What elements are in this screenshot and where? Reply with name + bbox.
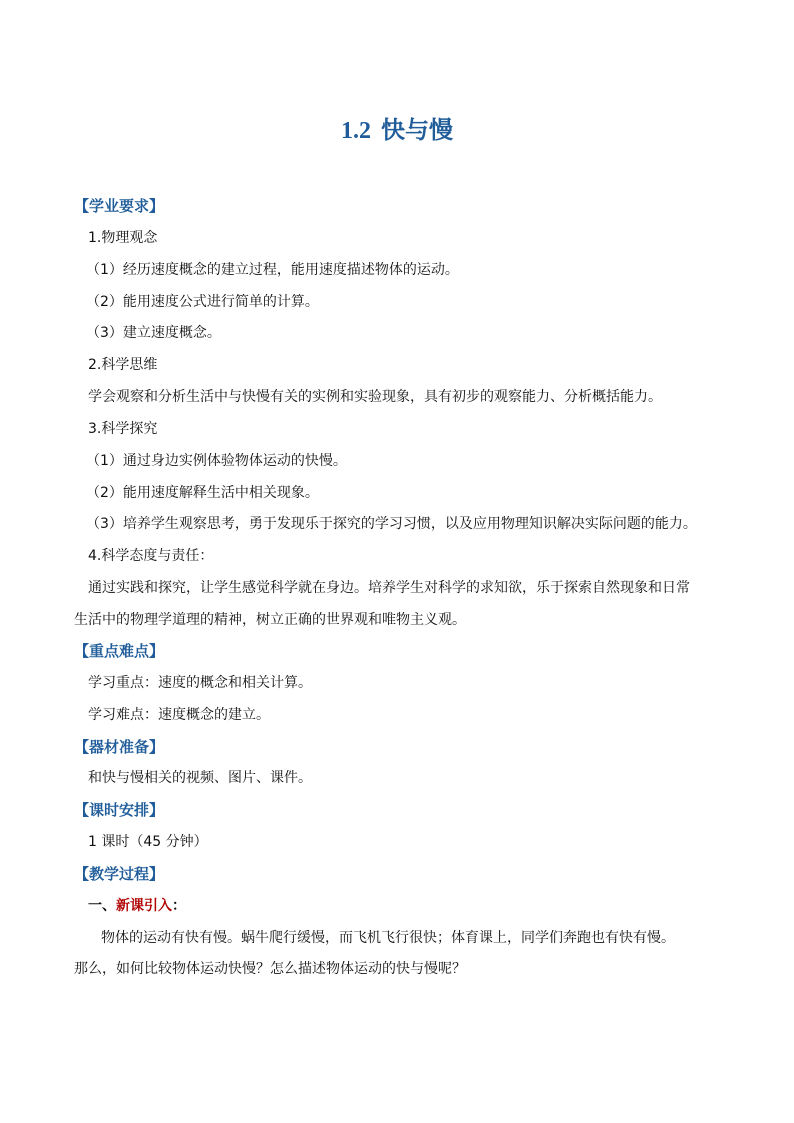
tanjiu-item-2: （2）能用速度解释生活中相关现象。 [86,485,319,501]
zhongdian-line-2: 学习难点：速度概念的建立。 [88,707,270,723]
tanjiu-item-3: （3）培养学生观察思考，勇于发现乐于探究的学习习惯，以及应用物理知识解决实际问题的能力。 [86,516,697,532]
qicai-line-1: 和快与慢相关的视频、图片、课件。 [88,770,312,786]
step-label: 新课引入 [116,898,172,914]
taidu-line-1: 通过实践和探究，让学生感觉科学就在身边。培养学生对科学的求知欲，乐于探索自然现象和日常 [88,580,690,596]
page-title [0,113,794,148]
taidu-line-2: 生活中的物理学道理的精神，树立正确的世界观和唯物主义观。 [74,612,466,628]
step-prefix: 一、 [88,898,116,914]
heading-jiaoxue: 【教学过程】 [74,865,165,883]
tanjiu-title: 3.科学探究 [88,421,158,437]
tanjiu-item-1: （1）通过身边实例体验物体运动的快慢。 [86,453,347,469]
intro-para-line-1: 物体的运动有快有慢。蜗牛爬行缓慢，而飞机飞行很快；体育课上，同学们奔跑也有快有慢。 [101,930,675,946]
title-number: 1.2 [341,118,371,144]
taidu-title: 4.科学态度与责任： [88,548,214,564]
zhongdian-line-1: 学习重点：速度的概念和相关计算。 [88,675,312,691]
intro-para-line-2: 那么，如何比较物体运动快慢？怎么描述物体运动的快与慢呢？ [74,961,466,977]
step-intro [88,896,186,916]
keshi-line-1: 1 课时（45 分钟） [88,834,208,850]
wuli-title: 1.物理观念 [88,230,158,246]
step-colon: ： [172,898,186,914]
siwei-title: 2.科学思维 [88,357,158,373]
wuli-item-2: （2）能用速度公式进行简单的计算。 [86,294,319,310]
wuli-item-3: （3）建立速度概念。 [86,325,221,341]
heading-xueye: 【学业要求】 [74,197,165,215]
heading-qicai: 【器材准备】 [74,738,165,756]
title-text: 快与慢 [381,116,453,144]
siwei-text: 学会观察和分析生活中与快慢有关的实例和实验现象，具有初步的观察能力、分析概括能力。 [88,389,662,405]
heading-keshi: 【课时安排】 [74,801,165,819]
wuli-item-1: （1）经历速度概念的建立过程，能用速度描述物体的运动。 [86,262,459,278]
heading-zhongdian: 【重点难点】 [74,642,165,660]
